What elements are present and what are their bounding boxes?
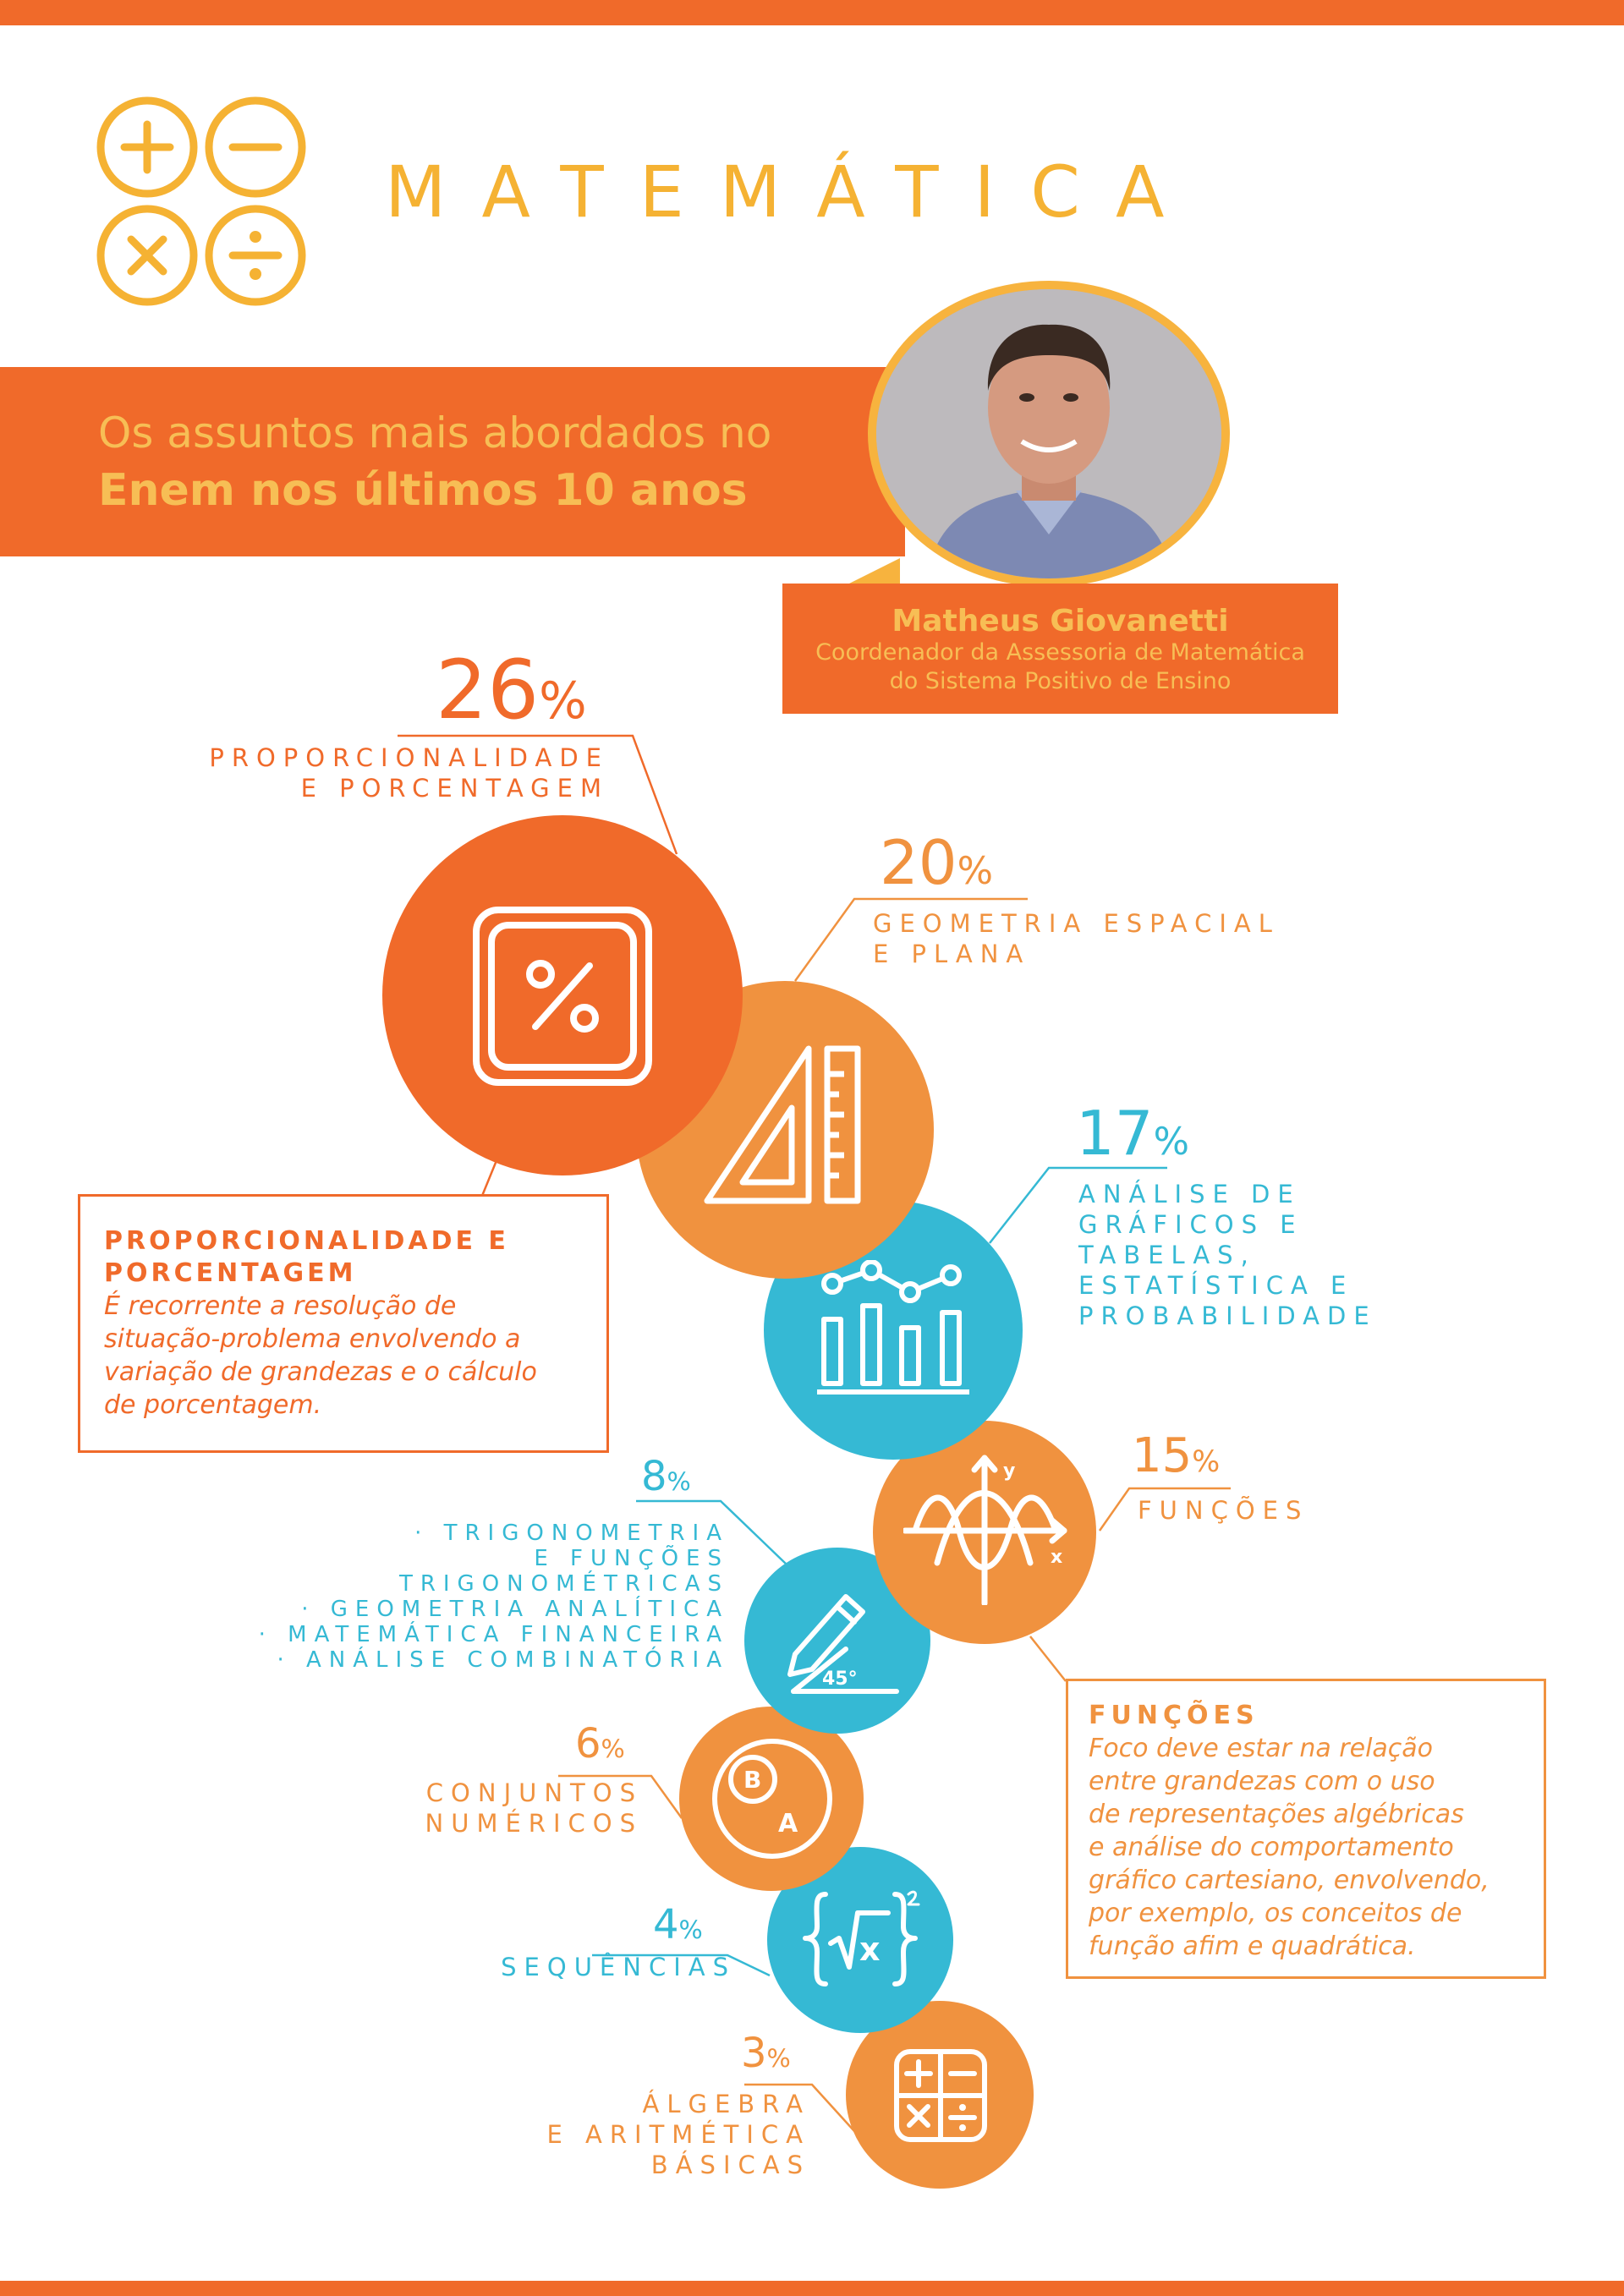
pct-geometria: 20% — [880, 827, 994, 898]
info-title-funcoes: FUNÇÕES — [1089, 1701, 1259, 1730]
author-role: Coordenador da Assessoria de Matemática — [815, 639, 1305, 666]
author-organization: do Sistema Positivo de Ensino — [889, 668, 1232, 694]
info-box-funcoes — [1066, 1679, 1546, 1979]
label-analise: ANÁLISE DE GRÁFICOS E TABELAS, ESTATÍSTICA E PROBABILIDADE — [1078, 1180, 1377, 1330]
label-sequencias: SEQUÊNCIAS — [501, 1953, 736, 1981]
bottom-bar — [0, 2281, 1624, 2296]
label-proporcionalidade: PROPORCIONALIDADE E PORCENTAGEM — [209, 743, 609, 803]
page-title: MATEMÁTICA — [385, 151, 1200, 233]
percent-icon — [471, 905, 654, 1088]
info-title-proporcionalidade: PROPORCIONALIDADE E PORCENTAGEM — [104, 1226, 509, 1288]
banner-headline: Enem nos últimos 10 anos — [98, 465, 748, 516]
label-algebra: ÁLGEBRA E ARITMÉTICA BÁSICAS — [546, 2090, 810, 2179]
set-a-label: A — [778, 1809, 798, 1838]
pct-analise: 17% — [1076, 1098, 1190, 1169]
banner-subtitle: Os assuntos mais abordados no — [98, 408, 772, 458]
sets-icon — [709, 1735, 836, 1862]
svg-text:y: y — [1003, 1460, 1016, 1482]
info-text-proporcionalidade: É recorrente a resolução de situação-problema envolvendo a variação de grandezas e o cálculo de porcentagem. — [104, 1291, 537, 1420]
label-conjuntos: CONJUNTOS NUMÉRICOS — [425, 1778, 643, 1838]
function-graph-icon — [903, 1453, 1067, 1605]
pct-proporcionalidade: 26% — [436, 643, 587, 737]
info-text-funcoes: Foco deve estar na relação entre grandezas com o uso de representações algébricas e análise do comportamento gráfico cartesiano, envolvendo, por exemplo, os conceitos de função afim e quadrática. — [1089, 1734, 1490, 1961]
svg-text:x: x — [859, 1931, 881, 1968]
sqrt-braces-icon — [800, 1882, 920, 1994]
pct-trigonometria: 8% — [641, 1453, 691, 1500]
label-geometria: GEOMETRIA ESPACIAL E PLANA — [873, 909, 1280, 968]
author-name: Matheus Giovanetti — [892, 604, 1229, 638]
pct-funcoes: 15% — [1132, 1428, 1221, 1483]
pct-sequencias: 4% — [653, 1901, 703, 1948]
calculator-icon — [893, 2048, 988, 2143]
svg-text:x: x — [1051, 1547, 1063, 1568]
info-box-proporcionalidade — [78, 1194, 609, 1453]
label-trigonometria: · TRIGONOMETRIA E FUNÇÕES TRIGONOMÉTRICAS · GEOMETRIA ANALÍTICA · MATEMÁTICA FINANCEIRA · ANÁLISE COMBINATÓRIA — [258, 1521, 729, 1673]
pct-conjuntos: 6% — [575, 1720, 625, 1767]
pencil-angle-icon — [787, 1580, 902, 1698]
angle-label: 45° — [822, 1669, 858, 1690]
label-funcoes: FUNÇÕES — [1138, 1496, 1309, 1525]
bar-chart-icon — [817, 1260, 969, 1395]
pct-algebra: 3% — [741, 2030, 791, 2077]
set-b-label: B — [743, 1766, 762, 1794]
ruler-triangle-icon — [700, 1042, 866, 1208]
